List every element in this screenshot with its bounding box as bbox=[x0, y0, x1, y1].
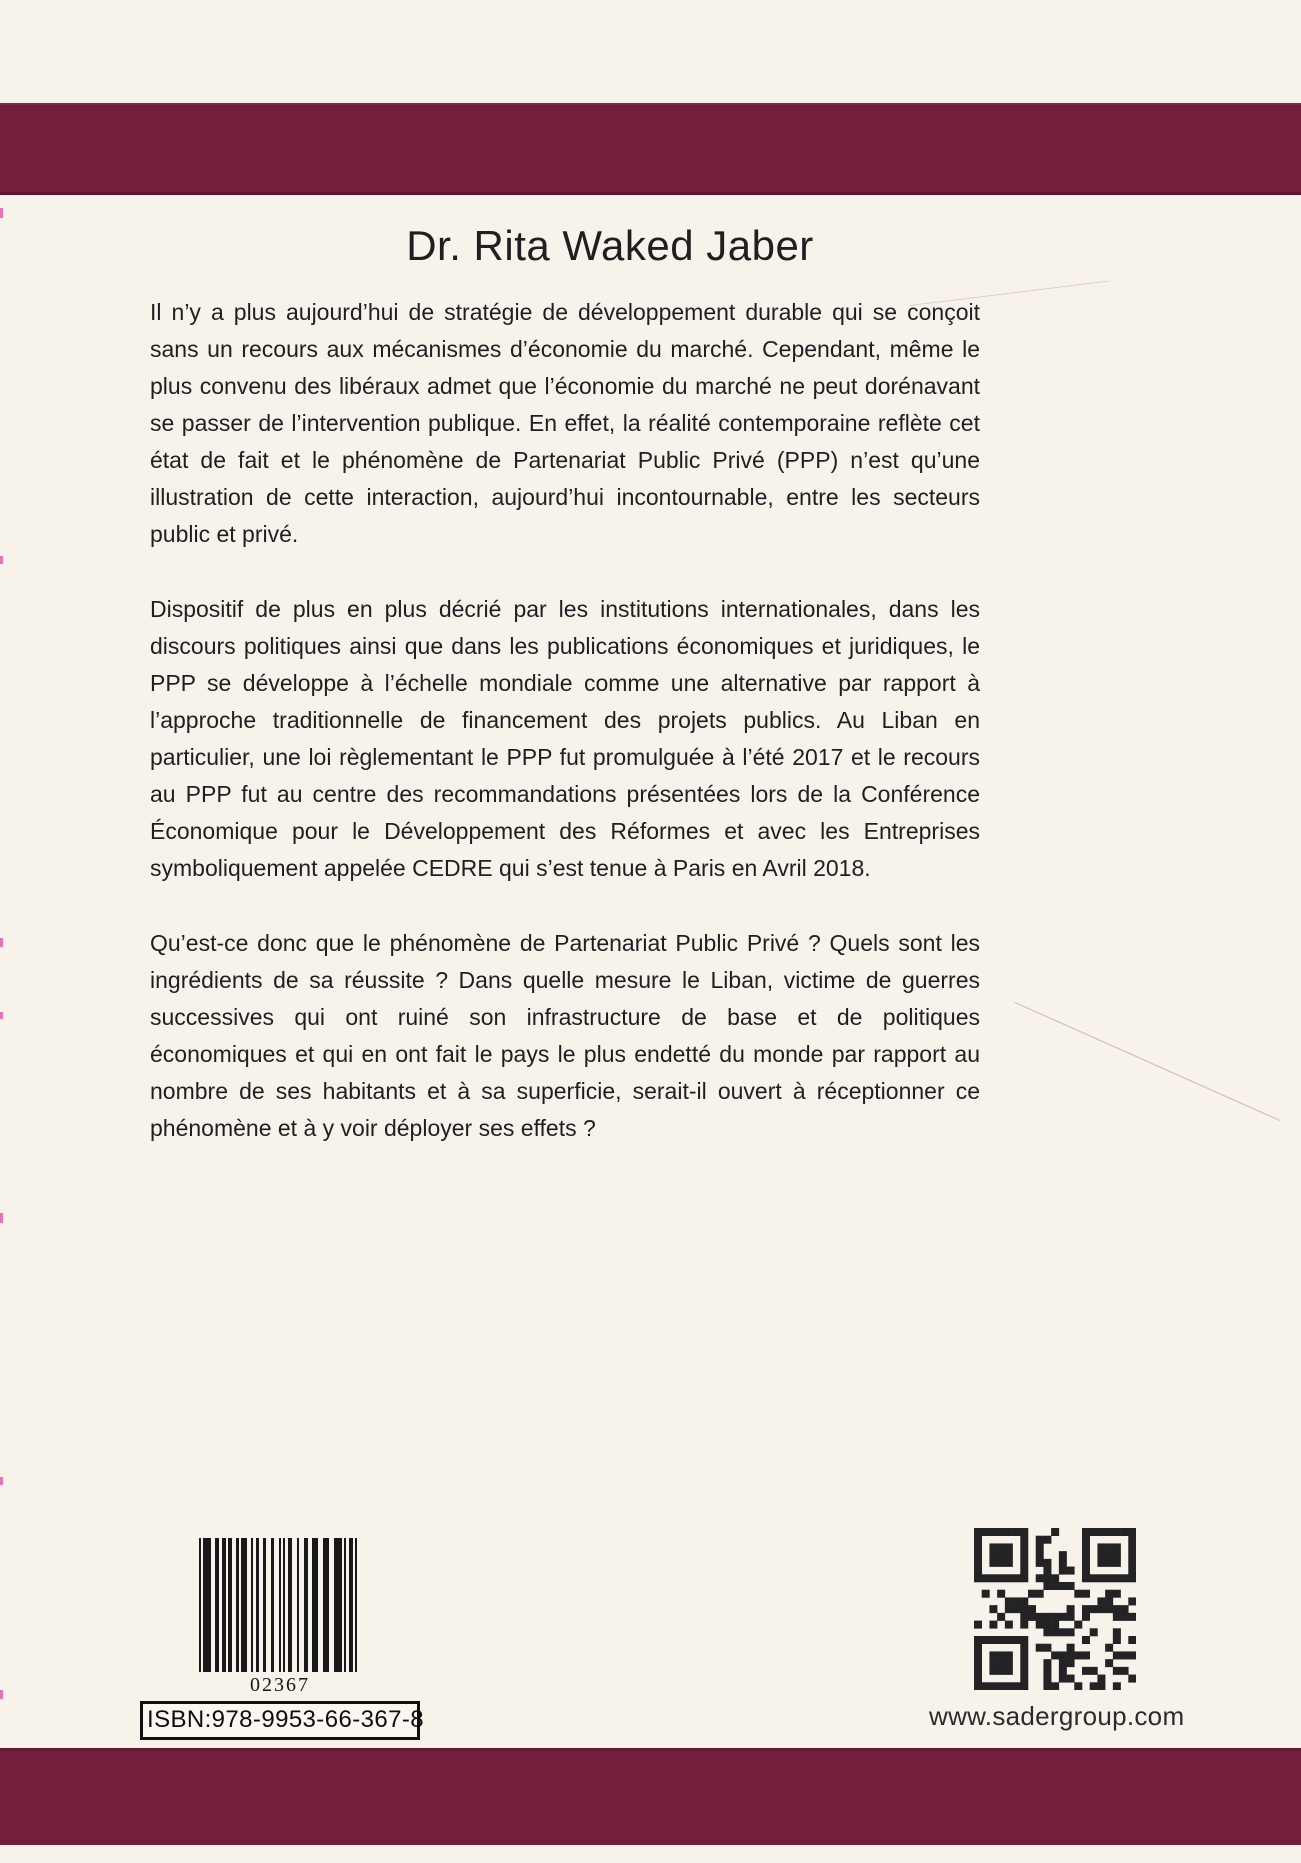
isbn-text: ISBN:978-9953-66-367-8 bbox=[147, 1706, 424, 1733]
isbn-box bbox=[140, 1701, 424, 1740]
barcode-image bbox=[198, 1538, 363, 1672]
scan-edge-artifact bbox=[0, 1477, 3, 1485]
barcode-number: 02367 bbox=[250, 1674, 310, 1696]
scan-edge-artifact bbox=[0, 938, 3, 947]
synopsis-paragraph-3: Qu’est-ce donc que le phénomène de Partenariat Public Privé ? Quels sont les ingrédients de sa réussite ? Dans quelle mesure le Liban, victime de guerres successives qui ont ruiné son infrastructure de base et de politiques économiques et qui en ont fait le pays le plus endetté du monde par rapport au nombre de ses habitants et à sa superficie, serait-il ouvert à réceptionner ce phénomène et à y voir déployer ses effets ? bbox=[150, 930, 980, 1141]
qr-block bbox=[929, 1528, 1185, 1732]
synopsis-paragraph-2: Dispositif de plus en plus décrié par les institutions internationales, dans les discours politiques ainsi que dans les publications économiques et juridiques, le PPP se développe à l’échelle mondiale comme une alternative par rapport à l’approche traditionnelle de financement des projets publics. Au Liban en particulier, une loi règlementant le PPP fut promulguée à l’été 2017 et le recours au PPP fut au centre des recommandations présentées lors de la Conférence Économique pour le Développement des Réformes et avec les Entreprises symboliquement appelée CEDRE qui s’est tenue à Paris en Avril 2018. bbox=[150, 596, 980, 881]
scan-edge-artifact bbox=[0, 1012, 3, 1019]
publisher-website-url: www.sadergroup.com bbox=[929, 1701, 1185, 1731]
scan-edge-artifact bbox=[0, 1213, 3, 1223]
bottom-maroon-band bbox=[0, 1748, 1301, 1845]
barcode-block bbox=[140, 1538, 424, 1740]
author-name: Dr. Rita Waked Jaber bbox=[406, 222, 814, 269]
scan-edge-artifact bbox=[0, 208, 3, 218]
synopsis-text bbox=[150, 294, 980, 1185]
scan-scratch-artifact bbox=[1015, 1002, 1280, 1121]
synopsis-paragraph-1: Il n’y a plus aujourd’hui de stratégie de développement durable qui se conçoit sans un recours aux mécanismes d’économie du marché. Cependant, même le plus convenu des libéraux admet que l’économie du marché ne peut dorénavant se passer de l’intervention publique. En effet, la réalité contemporaine reflète cet état de fait et le phénomène de Partenariat Public Privé (PPP) n’est qu’une illustration de cette interaction, aujourd’hui incontournable, entre les secteurs public et privé. bbox=[150, 299, 980, 547]
scan-edge-artifact bbox=[0, 1690, 3, 1699]
top-maroon-band bbox=[0, 103, 1301, 195]
qr-code-image bbox=[974, 1528, 1136, 1690]
scan-edge-artifact bbox=[0, 556, 3, 564]
